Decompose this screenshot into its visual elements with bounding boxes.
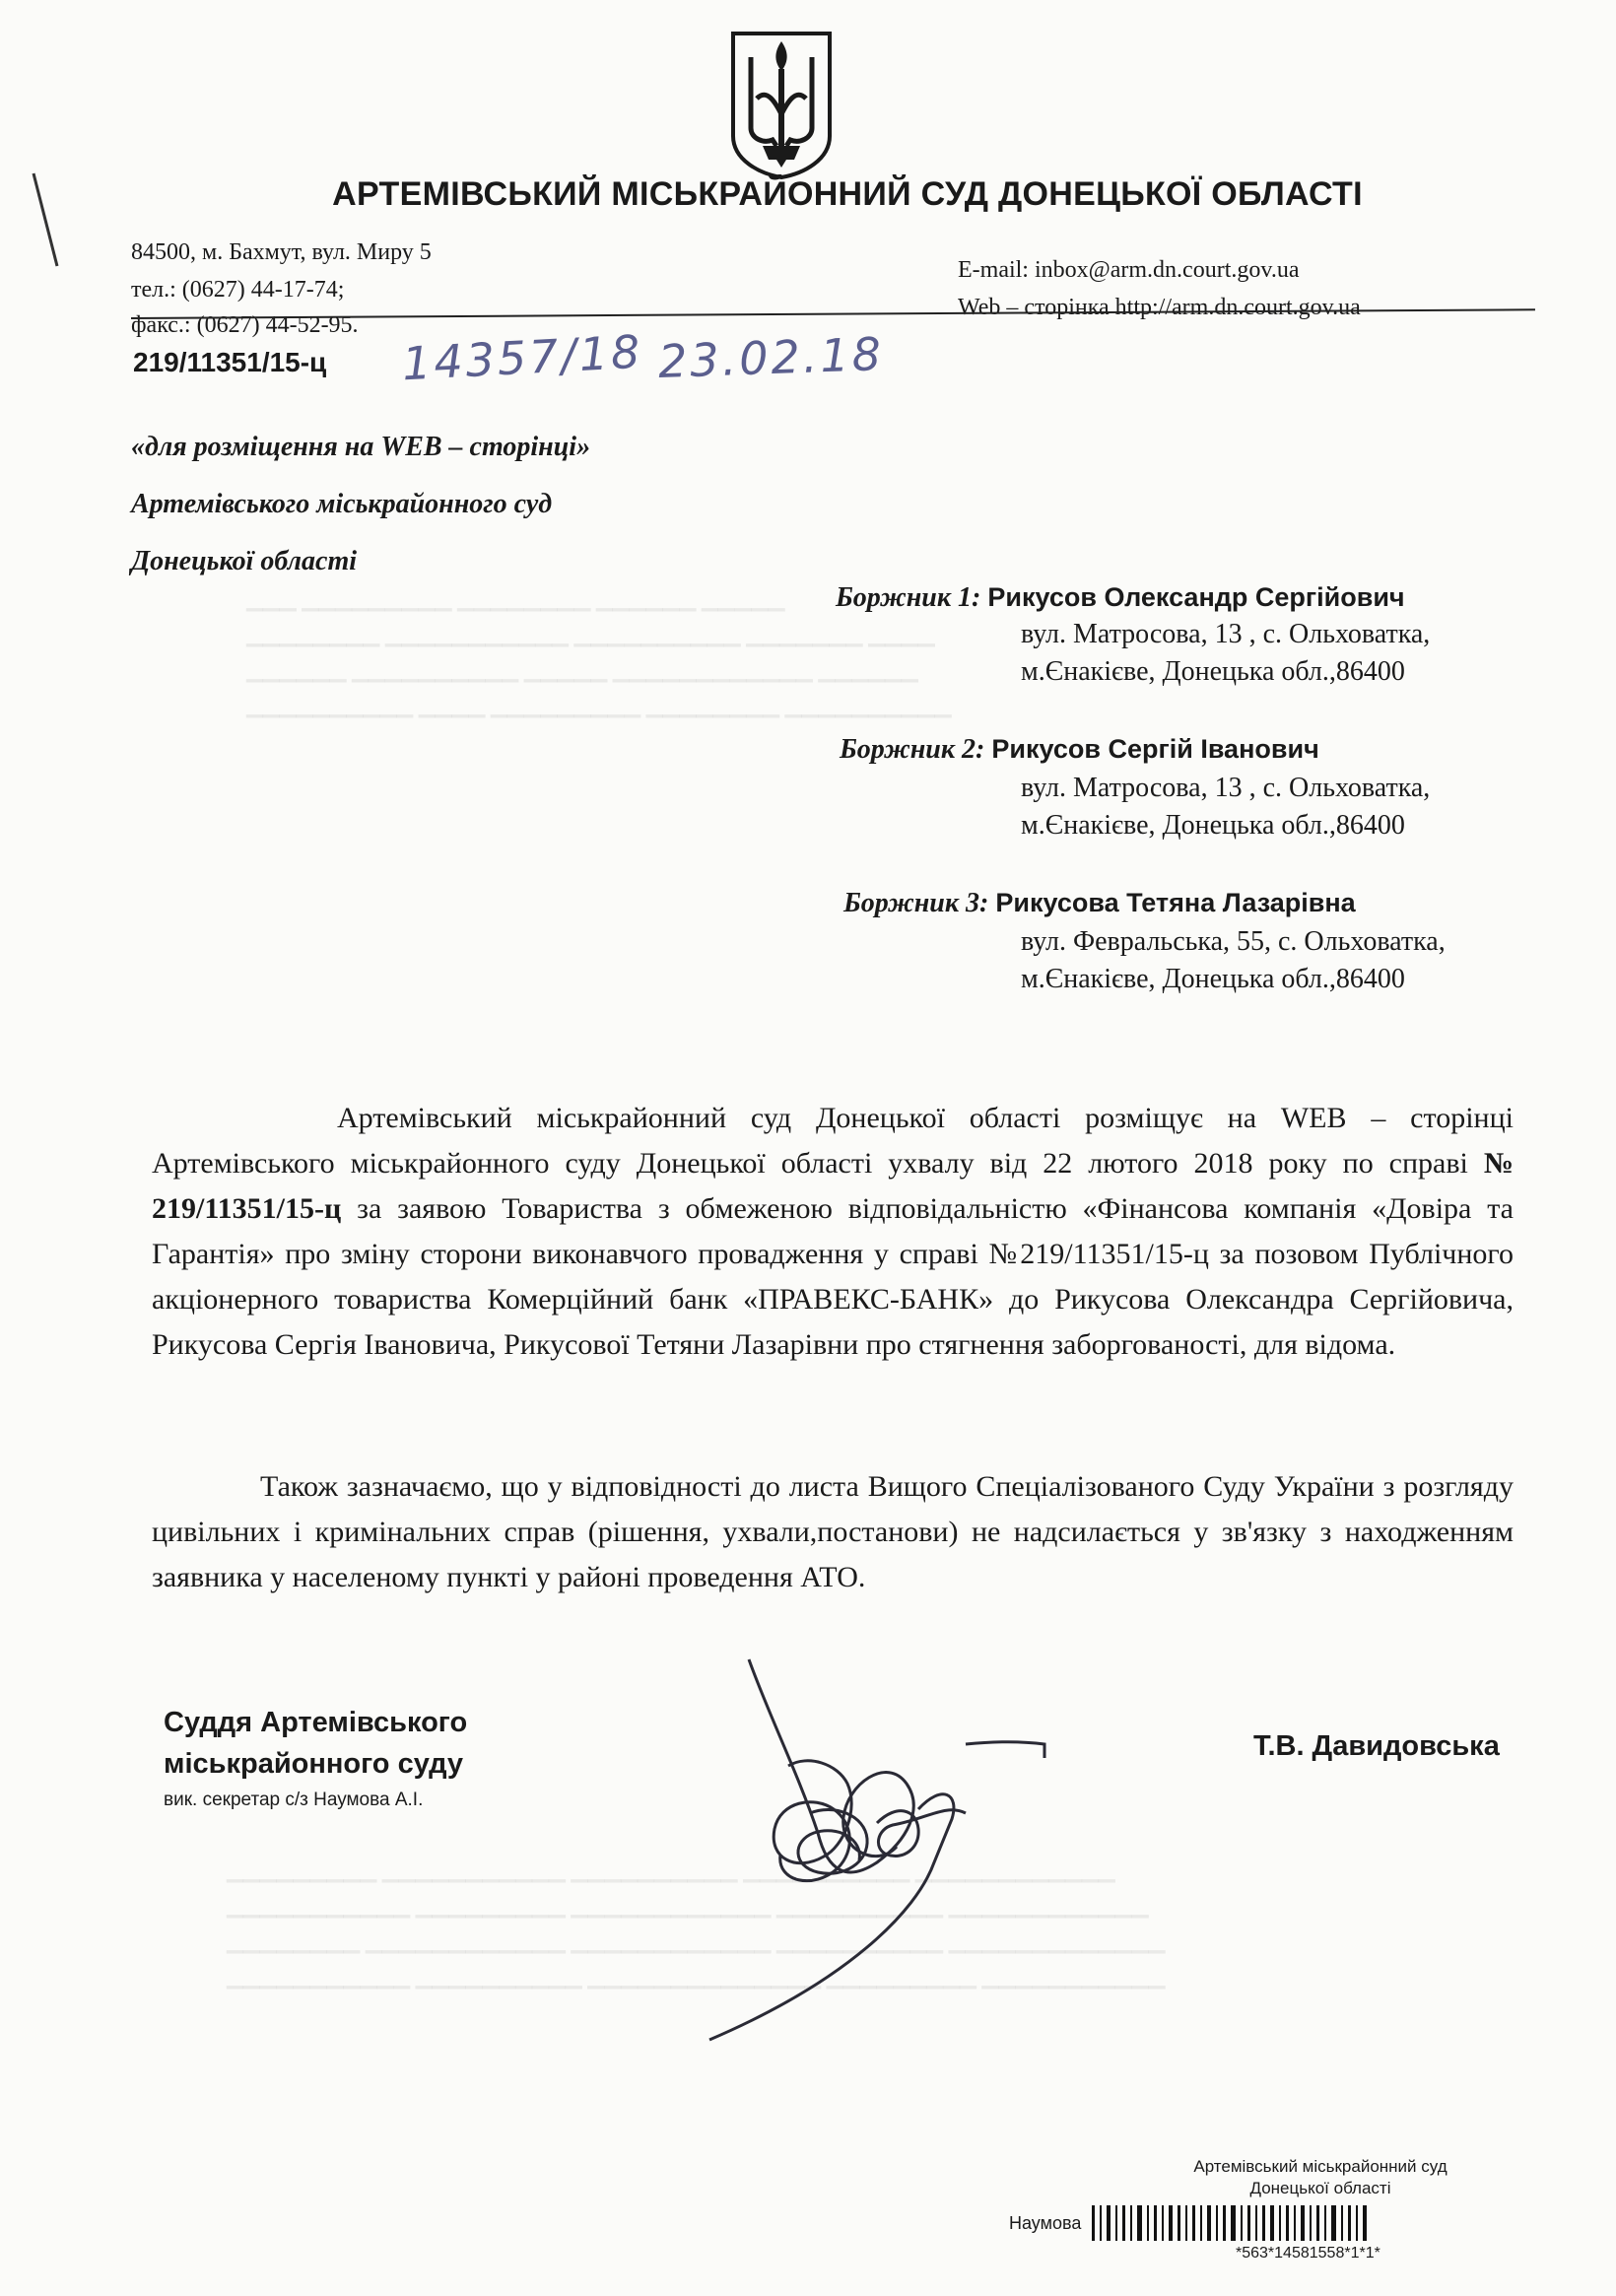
paragraph-text: Артемівський міськрайонний суд Донецької області розміщує на WEB – сторінці Артемівського міськрайонного суду Донецької області ухвалу від 22 лютого 2018 року по справі [152,1102,1514,1180]
debtor-2-address-line2: м.Єнакієве, Донецька обл.,86400 [1021,810,1405,841]
handwritten-reg-number: 14357/18 [400,324,644,391]
debtor-2 [840,727,1319,772]
debtor-3 [843,881,1356,925]
debtor-1-address-line2: м.Єнакієве, Донецька обл.,86400 [1021,656,1405,687]
judge-title-line2: міськрайонного суду [164,1748,464,1780]
case-number: 219/11351/15-ц [133,347,327,377]
publication-note-line1: «для розміщення на WEB – сторінці» [131,432,591,462]
debtor-name: Рикусова Тетяна Лазарівна [995,888,1356,917]
court-fax: факс.: (0627) 44-52-95. [131,312,359,338]
barcode [1092,2205,1372,2241]
court-email: E-mail: inbox@arm.dn.court.gov.ua [958,257,1300,283]
debtor-3-address-line2: м.Єнакієве, Донецька обл.,86400 [1021,964,1405,994]
court-phone: тел.: (0627) 44-17-74; [131,277,345,303]
reverse-side-bleed-through: ▁▁▁ ▁▁▁▁▁▁▁▁▁ ▁▁▁▁▁▁▁▁ ▁▁▁▁▁▁ ▁▁▁▁▁ ▁▁▁▁▁▁▁▁ ▁▁▁▁▁▁▁▁▁▁▁ ▁▁▁▁▁▁▁▁▁▁ ▁▁▁▁▁▁▁ ▁▁▁▁ ▁▁▁▁▁▁ ▁▁▁▁▁▁▁▁▁▁ ▁▁▁▁▁ ▁▁▁▁▁▁▁▁▁▁▁▁ ▁▁▁▁▁▁ ▁▁▁▁▁▁▁▁▁▁ ▁▁▁▁ ▁▁▁▁▁▁▁▁▁ ▁▁▁▁▁▁▁▁ ▁▁▁▁▁▁▁▁▁▁ [246,586,952,717]
publication-note-line3: Донецької області [131,546,358,576]
judge-title-line1: Суддя Артемівського [164,1707,468,1738]
executor-note: вик. секретар с/з Наумова А.І. [164,1790,424,1810]
debtor-role: Боржник 2: [840,734,985,765]
court-web: Web – сторінка http://arm.dn.court.gov.ua [958,295,1361,320]
debtor-name: Рикусов Олександр Сергійович [987,582,1405,612]
debtor-role: Боржник 1: [836,582,981,613]
publication-note-line2: Артемівського міськрайонного суд [131,489,553,519]
stamp-line1: Артемівський міськрайонний суд [1193,2157,1448,2176]
paragraph-text: Також зазначаємо, що у відповідності до листа Вищого Спеціалізованого Суду України з розгляду цивільних і кримінальних справ (рішення, ухвали,постанови) не надсилається у зв'язку з находженням заявника у населеному пункті у районі проведення АТО. [152,1470,1514,1593]
debtor-1-address-line1: вул. Матросова, 13 , с. Ольховатка, [1021,619,1431,649]
court-address: 84500, м. Бахмут, вул. Миру 5 [131,239,432,265]
body-paragraph-2 [152,1464,1514,1600]
judge-signature [552,1636,1104,2050]
coat-of-arms-icon [727,30,836,179]
footer-stamp [1163,2156,1478,2199]
stamp-line2: Донецької області [1249,2179,1391,2197]
debtor-name: Рикусов Сергій Іванович [991,734,1319,764]
reverse-side-bleed-through: ▁▁▁▁▁▁▁▁▁ ▁▁▁▁▁▁▁▁▁▁▁ ▁▁▁▁▁▁▁▁▁▁ ▁▁▁▁▁▁▁▁▁▁ ▁▁▁▁▁▁▁▁▁▁▁▁ ▁▁▁▁▁▁▁▁▁▁▁ ▁▁▁▁▁▁▁▁▁ ▁▁▁▁▁▁▁▁▁▁▁▁ ▁▁▁▁▁▁▁▁▁▁ ▁▁▁▁▁▁▁▁▁▁▁▁ ▁▁▁▁▁▁▁▁ ▁▁▁▁▁▁▁▁▁▁▁▁ ▁▁▁▁▁▁▁▁▁▁▁▁ ▁▁▁▁▁▁▁▁▁▁ ▁▁▁▁▁▁▁▁▁▁▁▁▁ ▁▁▁▁▁▁▁▁▁▁▁ ▁▁▁▁▁▁▁▁▁▁ ▁▁▁▁▁▁▁▁▁▁▁▁▁▁ ▁▁▁▁▁▁▁▁▁ ▁▁▁▁▁▁▁▁▁▁▁ [227,1857,1166,1989]
debtor-role: Боржник 3: [843,888,989,918]
judge-name: Т.В. Давидовська [1253,1730,1500,1762]
barcode-text: *563*14581558*1*1* [1236,2245,1380,2262]
handwritten-date: 23.02.18 [657,327,885,388]
clerk-name: Наумова [1009,2213,1082,2233]
paragraph-text: за заявою Товариства з обмеженою відповідальністю «Фінансова компанія «Довіра та Гарантія» про зміну сторони виконавчого провадження у справі №219/11351/15-ц за позовом Публічного акціонерного товариства Комерційний банк «ПРАВЕКС-БАНК» до Рикусова Олександра Сергійовича, Рикусова Сергія Івановича, Рикусової Тетяни Лазарівни про стягнення заборгованості, для відома. [152,1192,1514,1361]
body-paragraph-1 [152,1096,1514,1368]
court-title: АРТЕМІВСЬКИЙ МІСЬКРАЙОННИЙ СУД ДОНЕЦЬКОЇ ОБЛАСТІ [332,175,1363,213]
debtor-3-address-line1: вул. Февральська, 55, с. Ольховатка, [1021,926,1446,957]
debtor-2-address-line1: вул. Матросова, 13 , с. Ольховатка, [1021,773,1431,803]
case-number-inline: № 219/11351/15-ц [152,1147,1514,1225]
